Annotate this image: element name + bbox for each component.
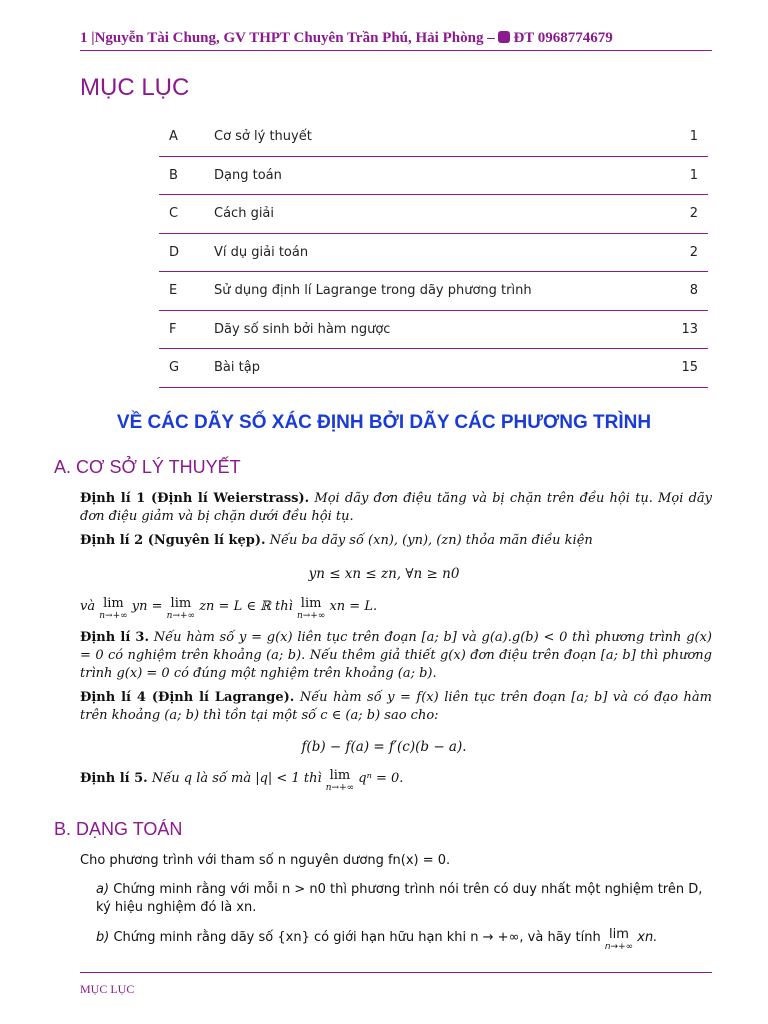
theorem-2-body: Nếu ba dãy số (xn), (yn), (zn) thỏa mãn điều kiện <box>269 533 593 548</box>
limit-operator <box>326 770 354 794</box>
toc-row[interactable] <box>159 311 708 350</box>
limit-operator <box>167 598 195 622</box>
theorem-2-heading: Định lí 2 (Nguyên lí kẹp). <box>80 533 266 548</box>
toc-page: 2 <box>689 206 698 222</box>
theorem-4-body: Nếu hàm số y = f(x) liên tục trên đoạn [a; b] và có đạo hàm trên khoảng (a; b) thì tồn tại một số c ∈ (a; b) sao cho: <box>80 690 712 723</box>
lim-subscript: n→+∞ <box>325 783 355 793</box>
toc-letter: F <box>169 321 177 337</box>
toc-page: 1 <box>689 129 698 145</box>
theorem-4-heading: Định lí 4 (Định lí Lagrange). <box>80 690 295 705</box>
lim-text: lim <box>609 927 629 942</box>
toc-page: 13 <box>681 321 698 337</box>
theorem-5-tail: qⁿ = 0. <box>358 771 404 786</box>
toc-letter: B <box>169 167 178 183</box>
list-item <box>96 929 712 953</box>
theorem-5-body: Nếu q là số mà |q| < 1 thì <box>151 771 322 786</box>
theorem-1-body: Mọi dãy đơn điệu tăng và bị chặn trên đều hội tụ. Mọi dãy đơn điệu giảm và bị chặn dưới đều hội tụ. <box>80 491 712 524</box>
toc-letter: E <box>169 283 178 299</box>
toc-entry-title[interactable]: Dạng toán <box>214 167 282 183</box>
header-dash: – <box>487 30 495 46</box>
toc-row[interactable] <box>159 157 708 196</box>
toc-entry-title[interactable]: Cơ sở lý thuyết <box>214 129 312 145</box>
header-phone: ĐT 0968774679 <box>513 30 613 46</box>
theorem-4 <box>80 689 712 725</box>
list-text: Chứng minh rằng với mỗi n > n0 thì phương trình nói trên có duy nhất một nghiệm trên D, ký hiệu nghiệm đó là xn. <box>96 882 703 915</box>
header-author: Nguyễn Tài Chung, GV THPT Chuyên Trần Phú, Hải Phòng <box>94 30 484 46</box>
lim-text: lim <box>103 596 124 611</box>
toc-row[interactable] <box>159 195 708 234</box>
squeeze-limit-line <box>80 598 712 622</box>
lim-text: lim <box>300 596 322 611</box>
lim-text: lim <box>170 596 192 611</box>
list-label: a) <box>96 882 110 897</box>
toc-page: 15 <box>681 360 698 376</box>
toc-row[interactable] <box>159 272 708 311</box>
lagrange-equation: f(b) − f(a) = f′(c)(b − a). <box>301 739 467 755</box>
theorem-5-heading: Định lí 5. <box>80 771 148 786</box>
list-item <box>96 881 712 917</box>
toc-letter: C <box>169 206 179 222</box>
theorem-2 <box>80 532 712 550</box>
toc-entry-title[interactable]: Cách giải <box>214 206 275 222</box>
header-rule <box>80 50 712 51</box>
squeeze-inequality: yn ≤ xn ≤ zn, ∀n ≥ n0 <box>308 566 460 582</box>
squeeze-z: zn = L ∈ ℝ thì <box>199 599 293 614</box>
toc-row[interactable] <box>159 349 708 388</box>
toc-letter: G <box>169 360 180 376</box>
theorem-1-heading: Định lí 1 (Định lí Weierstrass). <box>80 491 310 506</box>
toc-entry-title[interactable]: Dãy số sinh bởi hàm ngược <box>214 321 391 337</box>
lim-subscript: n→+∞ <box>604 942 634 952</box>
lim-subscript: n→+∞ <box>166 611 196 621</box>
document-title: VỀ CÁC DÃY SỐ XÁC ĐỊNH BỞI DÃY CÁC PHƯƠNG TRÌNH <box>116 412 652 433</box>
page-number: 1 <box>80 30 88 46</box>
list-text: Chứng minh rằng dãy số {xn} có giới hạn hữu hạn khi n → +∞, và hãy tính <box>113 930 601 945</box>
toc-entry-title[interactable]: Ví dụ giải toán <box>214 244 309 260</box>
lim-subscript: n→+∞ <box>296 611 326 621</box>
problem-intro: Cho phương trình với tham số n nguyên dương fn(x) = 0. <box>80 853 451 868</box>
theorem-5 <box>80 770 712 794</box>
theorem-1 <box>80 490 712 526</box>
list-label: b) <box>96 930 110 945</box>
phone-icon <box>498 31 510 43</box>
section-heading-a: A. CƠ SỞ LÝ THUYẾT <box>54 457 241 477</box>
list-tail: xn. <box>637 930 658 945</box>
limit-operator <box>605 929 633 953</box>
page-footer: MỤC LỤC <box>80 982 135 996</box>
lim-text: lim <box>329 768 351 783</box>
toc-row[interactable] <box>159 118 708 157</box>
toc-letter: D <box>169 244 180 260</box>
page-header <box>80 30 613 47</box>
theorem-3 <box>80 629 712 683</box>
toc-entry-title[interactable]: Sử dụng định lí Lagrange trong dãy phương trình <box>214 283 532 299</box>
limit-operator <box>297 598 325 622</box>
squeeze-y: yn = <box>131 599 163 614</box>
table-of-contents <box>159 118 708 388</box>
toc-title: MỤC LỤC <box>80 74 190 101</box>
lim-subscript: n→+∞ <box>99 611 128 621</box>
header-separator: | <box>91 30 95 46</box>
squeeze-and: và <box>80 599 96 614</box>
toc-page: 8 <box>689 283 698 299</box>
toc-page: 1 <box>689 167 698 183</box>
footer-rule <box>80 972 712 973</box>
theorem-3-body: Nếu hàm số y = g(x) liên tục trên đoạn [a; b] và g(a).g(b) < 0 thì phương trình g(x) = 0 có nghiệm trên khoảng (a; b). Nếu thêm giả thiết g(x) đơn điệu trên đoạn [a; b] thì phương trình g(x) = 0 có đúng một nghiệm trên khoảng (a; b). <box>80 630 712 681</box>
toc-entry-title[interactable]: Bài tập <box>214 360 260 376</box>
squeeze-x: xn = L. <box>329 599 378 614</box>
toc-letter: A <box>169 129 178 145</box>
theorem-3-heading: Định lí 3. <box>80 630 150 645</box>
toc-page: 2 <box>689 244 698 260</box>
toc-row[interactable] <box>159 234 708 273</box>
section-heading-b: B. DẠNG TOÁN <box>54 819 183 839</box>
limit-operator <box>99 598 127 622</box>
